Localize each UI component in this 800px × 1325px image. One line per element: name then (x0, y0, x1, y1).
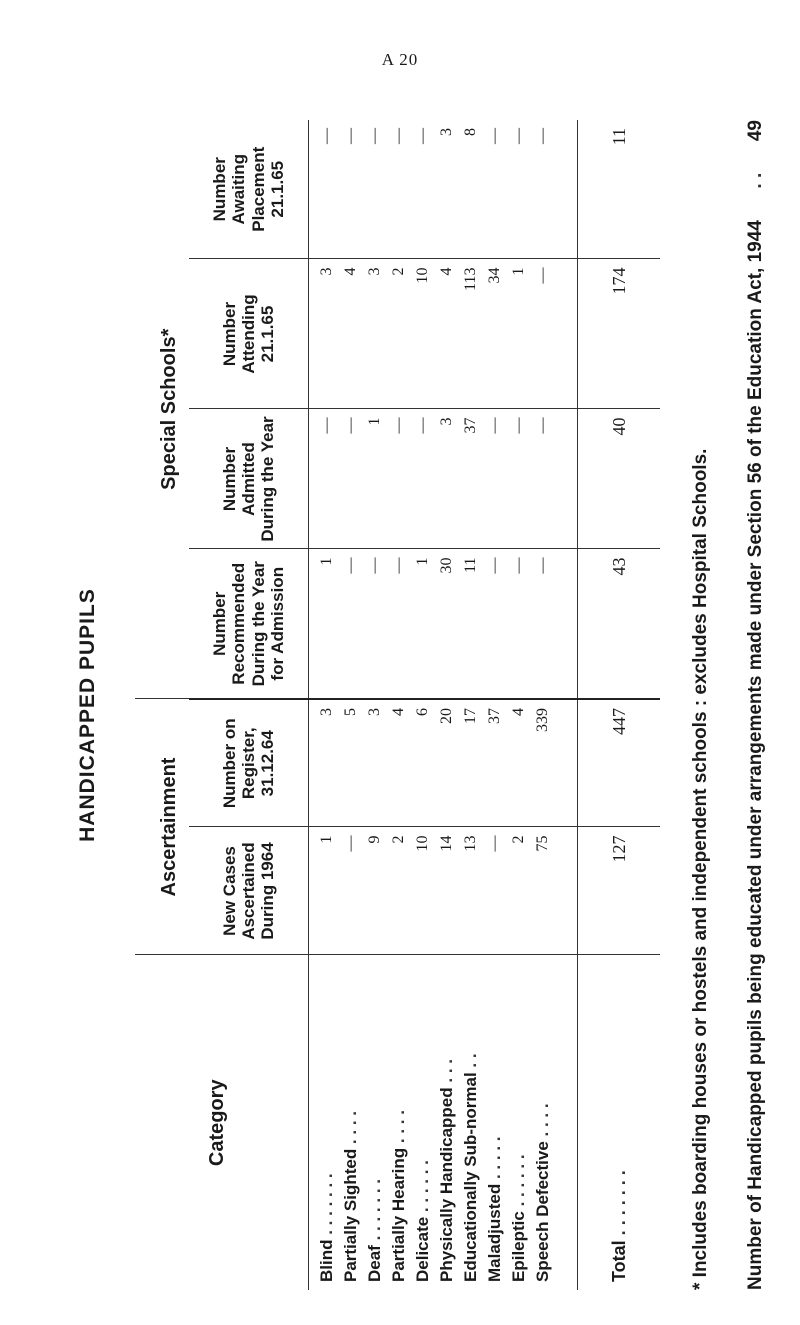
footnote-section-56-value: 49 (745, 120, 766, 142)
ascertainment-header: Ascertainment (135, 699, 189, 955)
table-cell: 1 (318, 557, 335, 566)
new-cases-header: New Cases Ascertained During 1964 (189, 827, 309, 955)
table-cell: — (510, 127, 527, 144)
table-cell: — (510, 557, 527, 574)
category-dots: . . . . (341, 1111, 360, 1145)
category-label: Epileptic (509, 1211, 528, 1282)
table-cell: 8 (462, 127, 479, 136)
category-label: Partially Hearing (389, 1147, 408, 1282)
table-cell: — (342, 127, 359, 144)
total-dots: . . . . . . . (608, 1170, 629, 1236)
category-list (309, 955, 578, 1290)
table-cell: — (366, 127, 383, 144)
handicapped-pupils-table (135, 120, 660, 1290)
table-cell: 14 (438, 835, 455, 852)
category-item (387, 964, 411, 1283)
table-cell: 3 (318, 708, 335, 716)
table-cell: 17 (462, 708, 479, 724)
table-cell: — (534, 557, 551, 574)
recommended-column (309, 549, 578, 699)
category-label: Partially Sighted (341, 1148, 360, 1282)
footnote-section-56-dots: . . (745, 172, 766, 189)
table-cell: — (366, 557, 383, 574)
page-title: HANDICAPPED PUPILS (76, 588, 99, 842)
footnote: * Includes boarding houses or hostels and independent schools : excludes Hospital Schools. (690, 448, 711, 1290)
total-on-register: 447 (578, 699, 661, 827)
table-cell: — (486, 557, 503, 574)
recommended-header: Number Recommended During the Year for Admission (189, 549, 309, 699)
table-cell: 4 (438, 267, 455, 276)
table-cell: 3 (438, 127, 455, 136)
table-cell: — (510, 417, 527, 434)
table-cell: — (414, 127, 431, 144)
category-dots: . . . (437, 1059, 456, 1083)
table-cell: 11 (462, 557, 479, 573)
table-cell: 13 (462, 835, 479, 852)
category-dots: . . . . . . (509, 1154, 528, 1207)
table-cell: 1 (414, 557, 431, 566)
category-dots: . . . . (533, 1103, 552, 1137)
table-cell: 37 (462, 417, 479, 434)
attending-column (309, 259, 578, 409)
admitted-header: Number Admitted During the Year (189, 409, 309, 549)
category-item (483, 964, 507, 1283)
table-cell: — (486, 417, 503, 434)
category-label: Speech Defective (533, 1141, 552, 1282)
category-item (315, 964, 339, 1283)
table-cell: — (486, 835, 503, 852)
category-item (339, 964, 363, 1283)
table-cell: 2 (390, 267, 407, 276)
footnote-section-56 (745, 120, 767, 1290)
total-recommended: 43 (578, 549, 661, 699)
table-cell: — (534, 267, 551, 284)
table-cell: — (342, 417, 359, 434)
table-cell: 3 (366, 708, 383, 716)
rotated-page-content (50, 115, 800, 1315)
category-item (459, 964, 483, 1283)
table-cell: 113 (462, 267, 479, 291)
category-item (531, 964, 555, 1283)
on-register-header: Number on Register, 31.12.64 (189, 699, 309, 827)
category-header: Category (135, 955, 309, 1290)
table-cell: 6 (414, 708, 431, 716)
total-label-cell (578, 955, 661, 1290)
category-item (411, 964, 435, 1283)
table-cell: 4 (390, 708, 407, 716)
table-cell: 34 (486, 267, 503, 284)
table-cell: 3 (438, 417, 455, 426)
total-admitted: 40 (578, 409, 661, 549)
table-body-row (309, 120, 578, 1290)
table-cell: — (390, 127, 407, 144)
table-cell: 1 (510, 267, 527, 276)
table-cell: 3 (318, 267, 335, 276)
table-cell: — (534, 127, 551, 144)
category-item (507, 964, 531, 1283)
category-dots: . . . . . . . (317, 1173, 336, 1235)
category-label: Physically Handicapped (437, 1087, 456, 1282)
table-cell: 30 (438, 557, 455, 574)
special-schools-header: Special Schools* (135, 120, 189, 699)
table-cell: 2 (510, 835, 527, 844)
category-label: Maladjusted (485, 1183, 504, 1282)
table-cell: — (390, 557, 407, 574)
table-cell: — (414, 417, 431, 434)
total-awaiting: 11 (578, 120, 661, 259)
category-dots: . . (461, 1053, 480, 1068)
table-cell: 4 (342, 267, 359, 276)
table-cell: — (342, 835, 359, 852)
category-dots: . . . . . . . (365, 1179, 384, 1241)
table-cell: 3 (366, 267, 383, 276)
category-label: Deaf (365, 1245, 384, 1282)
table-cell: 10 (414, 267, 431, 284)
table-cell: 5 (342, 708, 359, 716)
table-cell: 10 (414, 835, 431, 852)
category-dots: . . . . . . (413, 1160, 432, 1213)
awaiting-column (309, 120, 578, 259)
category-label: Educationally Sub-normal (461, 1072, 480, 1282)
on-register-column (309, 699, 578, 827)
table-cell: — (486, 127, 503, 144)
category-dots: . . . . . (485, 1136, 504, 1180)
total-label: Total (608, 1240, 629, 1282)
page-reference: A 20 (381, 50, 419, 69)
category-label: Delicate (413, 1216, 432, 1282)
table-cell: 75 (534, 835, 551, 852)
table-cell: 20 (438, 708, 455, 724)
table-cell: 1 (366, 417, 383, 426)
table-cell: 37 (486, 708, 503, 724)
awaiting-header: Number Awaiting Placement 21.1.65 (189, 120, 309, 259)
table-cell: 1 (318, 835, 335, 844)
table-cell: 9 (366, 835, 383, 844)
footnote-section-56-label: Number of Handicapped pupils being educated under arrangements made under Section 56 of the Education Act, 1944 (745, 220, 766, 1290)
admitted-column (309, 409, 578, 549)
category-item (435, 964, 459, 1283)
table-cell: — (534, 417, 551, 434)
table-cell: — (318, 417, 335, 434)
table-cell: — (342, 557, 359, 574)
total-new-cases: 127 (578, 827, 661, 955)
table-cell: — (390, 417, 407, 434)
category-label: Blind (317, 1239, 336, 1282)
total-row (578, 120, 661, 1290)
table-cell: — (318, 127, 335, 144)
new-cases-column (309, 827, 578, 955)
table-cell: 339 (534, 708, 551, 732)
category-dots: . . . . (389, 1110, 408, 1144)
category-item (363, 964, 387, 1283)
total-attending: 174 (578, 259, 661, 409)
attending-header: Number Attending 21.1.65 (189, 259, 309, 409)
table-cell: 4 (510, 708, 527, 716)
table-cell: 2 (390, 835, 407, 844)
